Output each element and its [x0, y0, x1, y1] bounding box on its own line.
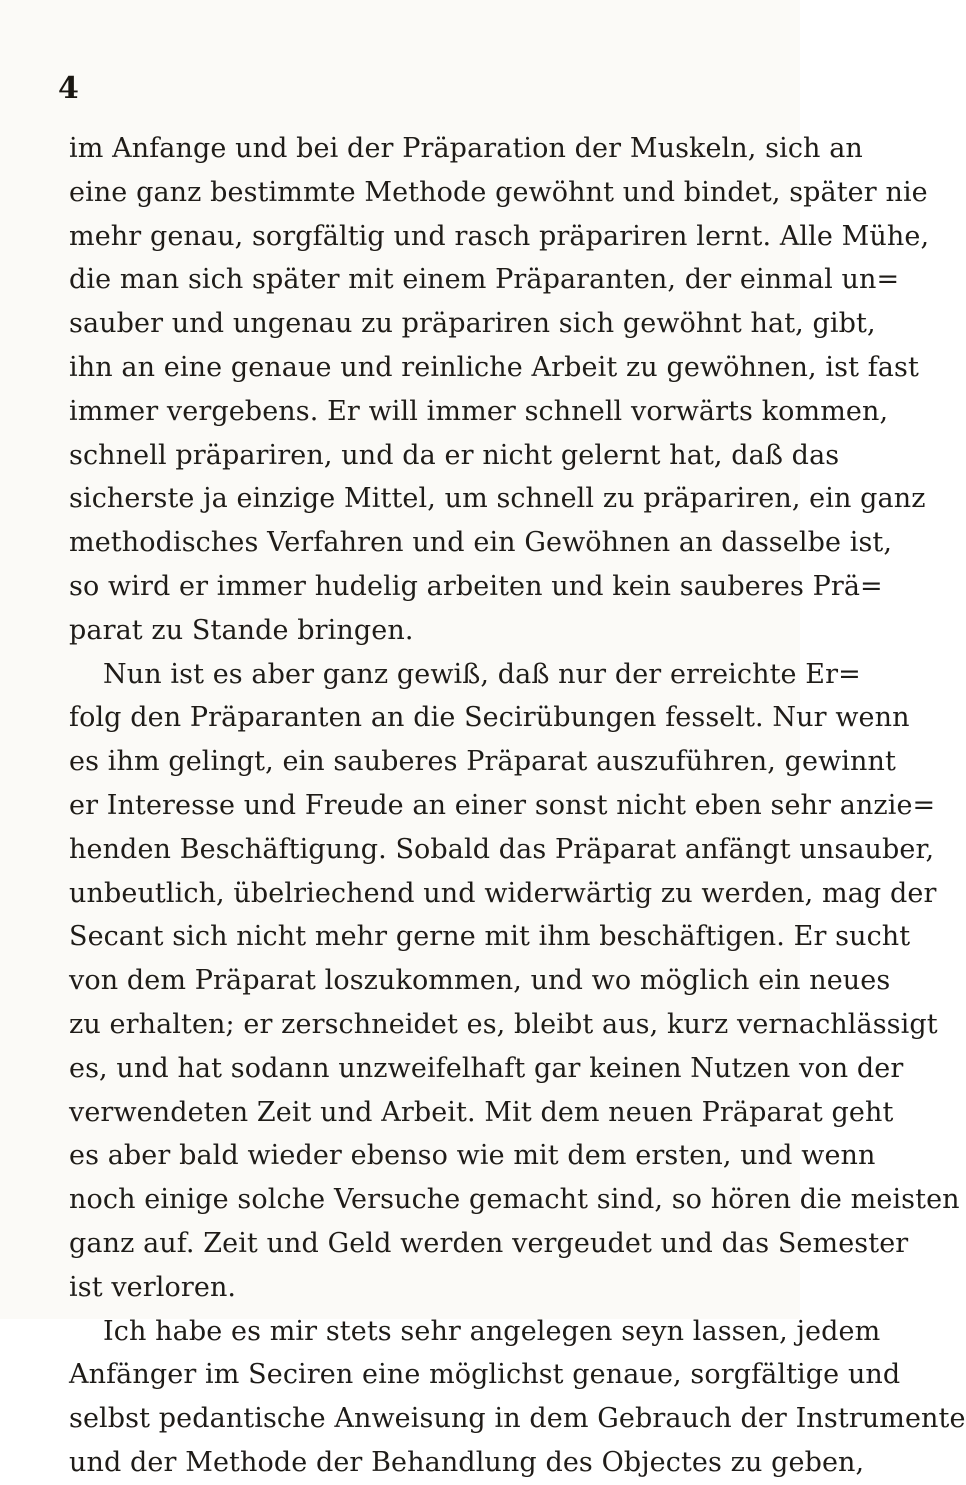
text-line: es aber bald wieder ebenso wie mit dem ersten, und wenn [69, 1140, 876, 1172]
text-line: ihn an eine genaue und reinliche Arbeit zu gewöhnen, ist fast [69, 351, 919, 383]
text-line: selbst pedantische Anweisung in dem Gebrauch der Instrumente [69, 1403, 966, 1435]
text-line: so wird er immer hudelig arbeiten und kein sauberes Prä= [69, 570, 883, 602]
text-line: zu erhalten; er zerschneidet es, bleibt aus, kurz vernachlässigt [69, 1008, 938, 1040]
text-line: und der Methode der Behandlung des Objectes zu geben, [69, 1446, 865, 1478]
text-line: henden Beschäftigung. Sobald das Präparat anfängt unsauber, [69, 833, 935, 865]
paragraph-start-line: Nun ist es aber ganz gewiß, daß nur der erreichte Er= [103, 658, 861, 690]
page-number: 4 [58, 71, 79, 106]
text-line: im Anfange und bei der Präparation der Muskeln, sich an [69, 133, 863, 164]
text-line: methodisches Verfahren und ein Gewöhnen an dasselbe ist, [69, 527, 893, 559]
text-line: Anfänger im Seciren eine möglichst genaue, sorgfältige und [69, 1359, 901, 1391]
text-line: folg den Präparanten an die Secirübungen fesselt. Nur wenn [69, 702, 910, 734]
body-text [69, 127, 966, 1485]
text-line: parat zu Stande bringen. [69, 614, 414, 646]
text-line: sauber und ungenau zu präpariren sich gewöhnt hat, gibt, [69, 308, 876, 340]
text-line: schnell präpariren, und da er nicht gelernt hat, daß das [69, 439, 840, 471]
text-line: sicherste ja einzige Mittel, um schnell zu präpariren, ein ganz [69, 483, 926, 515]
text-line: Secant sich nicht mehr gerne mit ihm beschäftigen. Er sucht [69, 921, 911, 953]
text-line: verwendeten Zeit und Arbeit. Mit dem neuen Präparat geht [69, 1096, 894, 1128]
text-line: ganz auf. Zeit und Geld werden vergeudet und das Semester [69, 1227, 909, 1259]
text-line: mehr genau, sorgfältig und rasch präpariren lernt. Alle Mühe, [69, 220, 930, 252]
text-line: eine ganz bestimmte Methode gewöhnt und bindet, später nie [69, 176, 928, 208]
text-line: es, und hat sodann unzweifelhaft gar keinen Nutzen von der [69, 1052, 904, 1084]
text-line: ist verloren. [69, 1271, 237, 1303]
text-line: die man sich später mit einem Präparanten, der einmal un= [69, 264, 900, 296]
text-line: immer vergebens. Er will immer schnell vorwärts kommen, [69, 395, 889, 427]
text-line: von dem Präparat loszukommen, und wo möglich ein neues [69, 965, 891, 997]
text-line: unbeutlich, übelriechend und widerwärtig zu werden, mag der [69, 877, 937, 909]
paragraph-start-line: Ich habe es mir stets sehr angelegen seyn lassen, jedem [103, 1315, 881, 1347]
text-line: es ihm gelingt, ein sauberes Präparat auszuführen, gewinnt [69, 746, 896, 778]
text-line: er Interesse und Freude an einer sonst nicht eben sehr anzie= [69, 789, 936, 821]
text-line: noch einige solche Versuche gemacht sind, so hören die meisten [69, 1184, 960, 1216]
